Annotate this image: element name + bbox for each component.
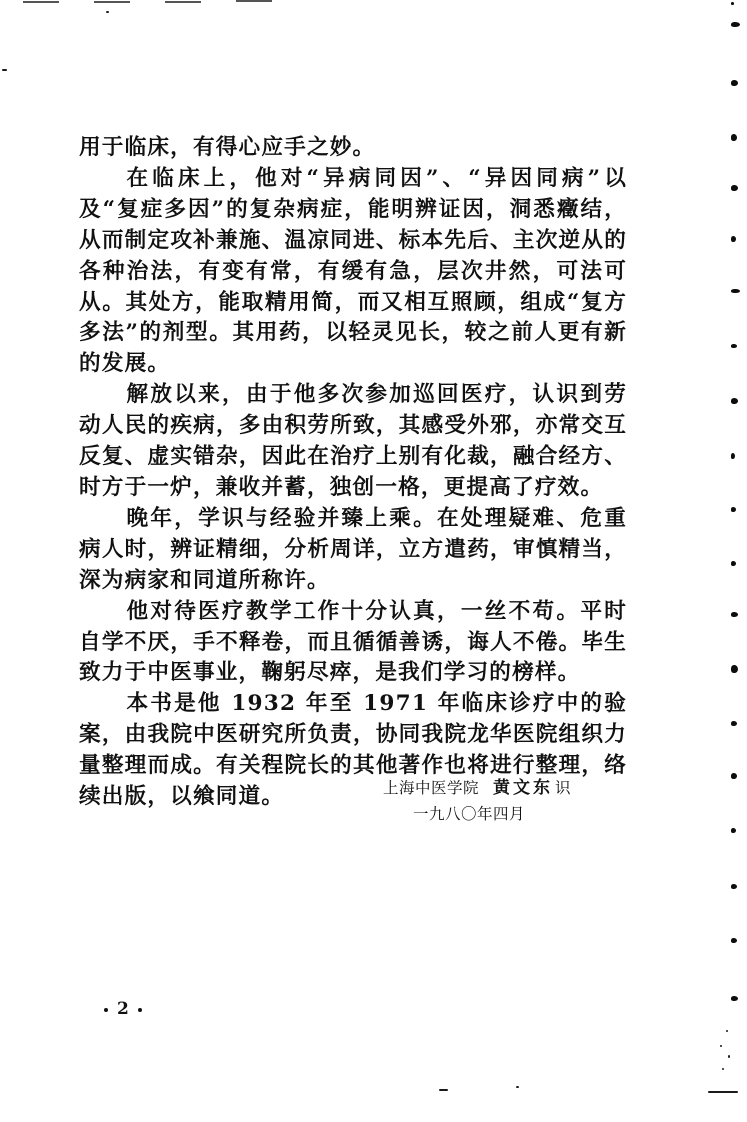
body-text [79,133,627,813]
folio-dot-left [104,1008,108,1012]
paragraph: 他对待医疗教学工作十分认真，一丝不苟。平时自学不厌，手不释卷，而且循循善诱，诲人不倦。毕生致力于中医事业，鞠躬尽瘁，是我们学习的榜样。 [79,598,627,686]
scan-speck [516,1086,519,1088]
scan-speck [2,69,7,71]
signature-mark: 识 [555,779,572,797]
binding-dot [731,612,738,617]
binding-dot [731,134,737,141]
binding-dot [731,828,736,833]
top-rule [236,0,272,2]
scan-speck [728,1055,730,1058]
binding-dot [731,289,740,293]
binding-dot [731,236,736,242]
page-number-value: 2 [117,999,129,1019]
binding-dot [731,884,737,889]
binding-dot [731,665,738,673]
binding-dot [731,344,737,348]
paragraph: 解放以来，由于他多次参加巡回医疗，认识到劳动人民的疾病，多由积劳所致，其感受外邪，亦常交互反复、虚实错杂，因此在治疗上别有化裁，融合经方、时方于一炉，兼收并蓄，独创一格，更提高了疗效。 [79,382,627,500]
binding-dot [731,80,738,86]
binding-dot [731,185,738,191]
folio-dot-right [138,1008,142,1012]
binding-dot [731,721,737,726]
paragraph: 在临床上，他对“异病同因”、“异因同病”以及“复症多因”的复杂病症，能明辨证因，洞悉癥结，从而制定攻补兼施、温凉同进、标本先后、主次逆从的各种治法，有变有常，有缓有急，层次井然，可法可从。其处方，能取精用简，而又相互照顾，组成“复方多法”的剂型。其用药，以轻灵见长，较之前人更有新的发展。 [79,165,627,377]
top-rule [165,1,201,3]
scan-speck [106,11,109,13]
binding-dot [731,996,738,1001]
binding-dot [731,22,740,27]
binding-dot [731,561,736,566]
binding-dot [731,773,737,779]
binding-dot [731,938,737,943]
binding-dot [731,507,736,512]
scan-speck [720,1045,722,1047]
top-rule [23,1,59,3]
top-rule [94,1,130,3]
paragraph: 晚年，学识与经验并臻上乘。在处理疑难、危重病人时，辨证精细，分析周详，立方遣药，审慎精当，深为病家和同道所称许。 [79,505,627,593]
scan-speck [708,1091,738,1093]
binding-dot [731,453,735,459]
institution-name: 上海中医学院 [383,779,480,797]
signature-line [383,773,571,798]
author-name: 黄文东 [493,778,554,798]
scan-speck [439,1089,448,1091]
scan-speck [726,1030,728,1032]
scan-speck [722,1068,724,1070]
paragraph: 本书是他 1932 年至 1971 年临床诊疗中的验案，由我院中医研究所负责，协同我院龙华医院组织力量整理而成。有关程院长的其他著作也将进行整理，络续出版，以飨同道。 [79,691,627,810]
page-number [95,999,151,1019]
binding-dot [731,398,738,404]
signature-date: 一九八〇年四月 [413,805,526,823]
paragraph: 用于临床，有得心应手之妙。 [79,135,376,160]
binding-dot [731,2,734,5]
